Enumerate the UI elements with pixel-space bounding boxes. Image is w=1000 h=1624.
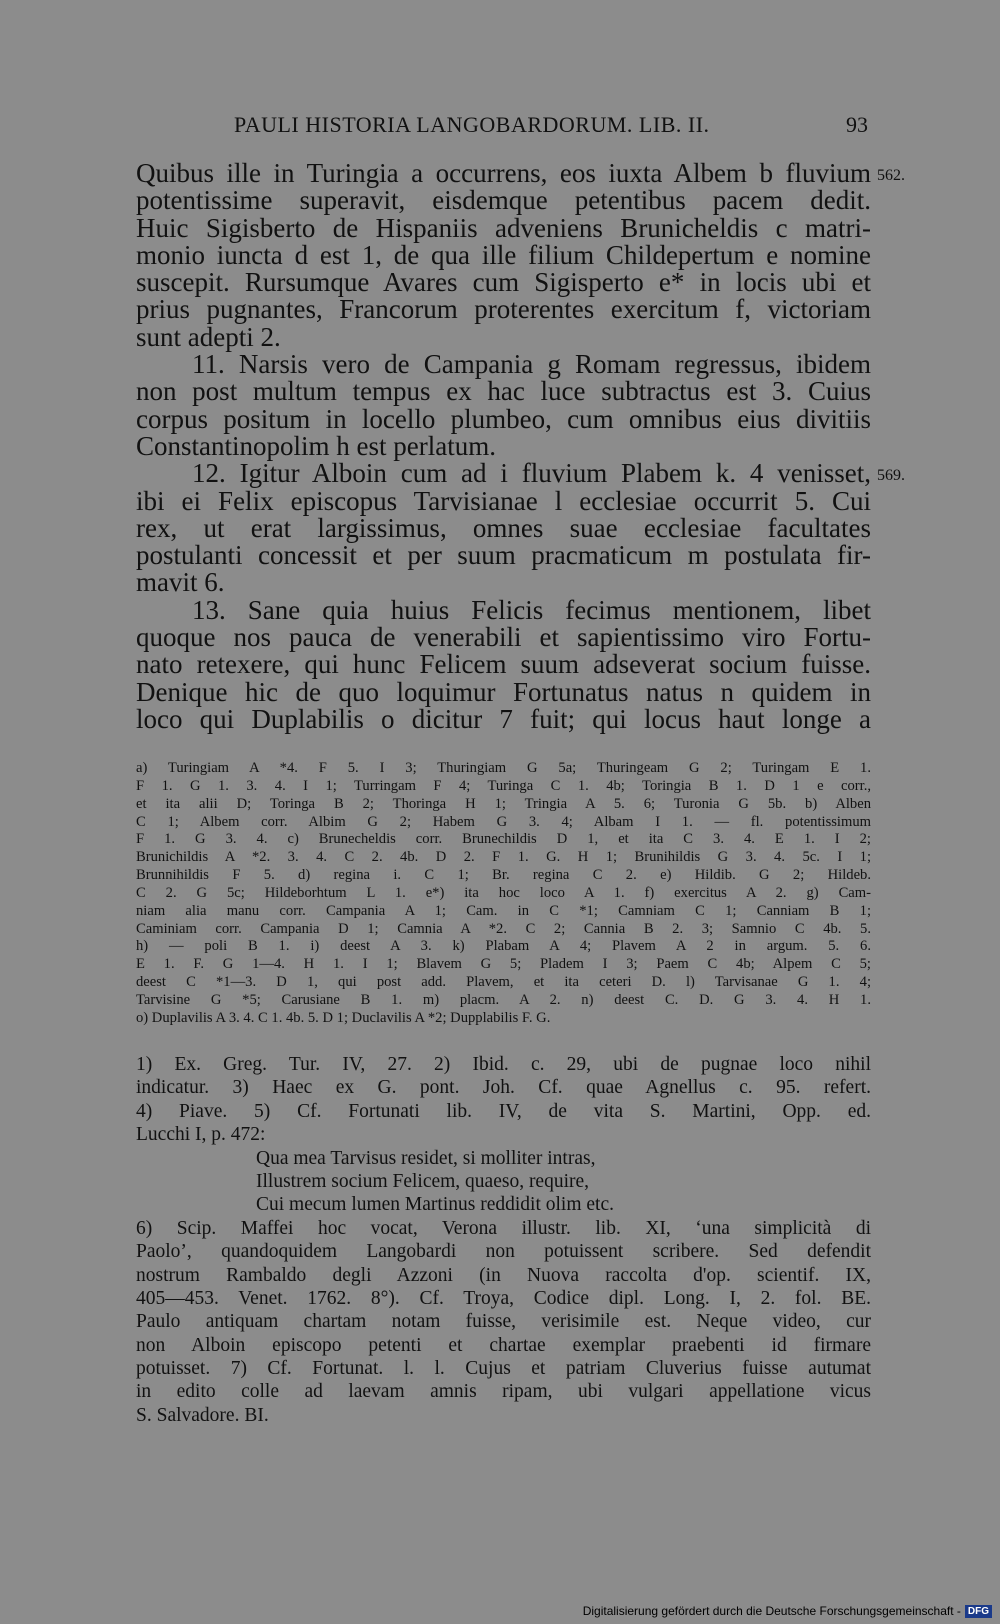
note-line: indicatur. 3) Haec ex G. pont. Joh. Cf. quae Agnellus c. 95. refert. xyxy=(136,1077,871,1099)
dfg-logo: DFG xyxy=(965,1605,992,1618)
note-line: in edito colle ad laevam amnis ripam, ubi vulgari appellatione vicus xyxy=(136,1381,871,1403)
apparatus-line: deest C *1—3. D 1, qui post add. Plavem, et ita ceteri D. l) Tarvisanae G 1. 4; xyxy=(136,974,871,991)
apparatus-line: E 1. F. G 1—4. H 1. I 1; Blavem G 5; Pladem I 3; Paem C 4b; Alpem C 5; xyxy=(136,956,871,973)
apparatus-line: Tarvisine G *5; Carusiane B 1. m) placm. A 2. n) deest C. D. G 3. 4. H 1. xyxy=(136,991,871,1008)
text-line: non post multum tempus ex hac luce subtractus est 3. Cuius xyxy=(136,376,871,407)
text-line: Constantinopolim h est perlatum. xyxy=(136,430,496,461)
apparatus-line: Caminiam corr. Campania D 1; Camnia A *2. C 2; Cannia B 2. 3; Samnio C 4b. 5. xyxy=(136,920,871,937)
margin-year: 562. xyxy=(877,167,905,184)
note-line: nostrum Rambaldo degli Azzoni (in Nuova raccolta d'op. scientif. IX, xyxy=(136,1264,871,1286)
text-line: monio iuncta d est 1, de qua ille filium Childepertum e nomine xyxy=(136,239,871,270)
apparatus-line: F 1. G 1. 3. 4. I 1; Turringam F 4; Turinga C 1. 4b; Toringia B 1. D 1 e corr., xyxy=(136,777,871,794)
text-line: mavit 6. xyxy=(136,567,225,598)
text-line: 12. Igitur Alboin cum ad i fluvium Plabem k. 4 venisset, xyxy=(192,458,871,489)
apparatus-line: F 1. G 3. 4. c) Brunecheldis corr. Brunechildis D 1, et ita C 3. 4. E 1. I 2; xyxy=(136,831,871,848)
apparatus-line: et ita alii D; Toringa B 2; Thoringa H 1; Tringia A 5. 6; Turonia G 5b. b) Alben xyxy=(136,795,871,812)
text-line: prius pugnantes, Francorum proterentes exercitum f, victoriam xyxy=(136,294,871,325)
credit-text: Digitalisierung gefördert durch die Deutsche Forschungsgemeinschaft - xyxy=(582,1604,961,1618)
apparatus-line: niam alia manu corr. Campania A 1; Cam. in C *1; Camniam C 1; Canniam B 1; xyxy=(136,902,871,919)
verse-line: Illustrem socium Felicem, quaeso, require, xyxy=(256,1170,590,1192)
critical-apparatus xyxy=(136,760,871,1028)
note-line: S. Salvadore. BI. xyxy=(136,1404,269,1426)
text-line: ibi ei Felix episcopus Tarvisianae l ecclesiae occurrit 5. Cui xyxy=(136,485,871,516)
page-number: 93 xyxy=(846,112,868,137)
note-line: Paulo antiquam chartam notam fuisse, verisimile est. Neque video, cur xyxy=(136,1311,871,1333)
note-line: 6) Scip. Maffei hoc vocat, Verona illustr. lib. XI, ‘una simplicità di xyxy=(136,1217,871,1239)
text-line: Huic Sigisberto de Hispaniis adveniens Brunicheldis c matri- xyxy=(136,212,871,243)
apparatus-line: C 1; Albem corr. Albim G 2; Habem G 3. 4; Albam I 1. — fl. potentissimum xyxy=(136,813,871,830)
note-line: 4) Piave. 5) Cf. Fortunati lib. IV, de vita S. Martini, Opp. ed. xyxy=(136,1100,871,1122)
margin-year: 569. xyxy=(877,467,905,484)
running-title: PAULI HISTORIA LANGOBARDORUM. LIB. II. xyxy=(234,112,710,137)
note-line: Lucchi I, p. 472: xyxy=(136,1124,266,1146)
verse-line: Qua mea Tarvisus residet, si molliter intras, xyxy=(256,1147,596,1169)
apparatus-line: Brunichildis A *2. 3. 4. C 2. 4b. D 2. F 1. G. H 1; Brunihildis G 3. 4. 5c. I 1; xyxy=(136,849,871,866)
text-line: Quibus ille in Turingia a occurrens, eos iuxta Albem b fluvium xyxy=(136,158,871,188)
note-line: Paolo’, quandoquidem Langobardi non potuissent scribere. Sed defendit xyxy=(136,1241,871,1263)
text-line: rex, ut erat largissimus, omnes suae ecclesiae facultates xyxy=(136,512,871,543)
text-line: 11. Narsis vero de Campania g Romam regressus, ibidem xyxy=(192,349,871,380)
main-text xyxy=(136,160,871,733)
verse-line: Cui mecum lumen Martinus reddidit olim etc. xyxy=(256,1194,614,1216)
apparatus-line: h) — poli B 1. i) deest A 3. k) Plabam A 4; Plavem A 2 in argum. 5. 6. xyxy=(136,938,871,955)
note-line: potuisset. 7) Cf. Fortunat. l. l. Cujus et patriam Cluverius fuisse autumat xyxy=(136,1358,871,1380)
apparatus-line: o) Duplavilis A 3. 4. C 1. 4b. 5. D 1; Duclavilis A *2; Dupplabilis F. G. xyxy=(136,1009,551,1026)
text-line: sunt adepti 2. xyxy=(136,321,281,352)
apparatus-line: a) Turingiam A *4. F 5. I 3; Thuringiam G 5a; Thuringeam G 2; Turingam E 1. xyxy=(136,760,871,776)
note-line: 1) Ex. Greg. Tur. IV, 27. 2) Ibid. c. 29, ubi de pugnae loco nihil xyxy=(136,1054,871,1075)
apparatus-line: C 2. G 5c; Hildeborhtum L 1. e*) ita hoc loco A 1. f) exercitus A 2. g) Cam- xyxy=(136,884,871,901)
text-line: potentissime superavit, eisdemque petentibus pacem dedit. xyxy=(136,185,871,216)
footnotes xyxy=(136,1053,871,1427)
digitization-credit xyxy=(583,1604,992,1618)
text-line: suscepit. Rursumque Avares cum Sigisperto e* in locis ubi et xyxy=(136,267,871,298)
text-line: Denique hic de quo loquimur Fortunatus natus n quidem in xyxy=(136,676,871,707)
text-line: quoque nos pauca de venerabili et sapientissimo viro Fortu- xyxy=(136,622,871,653)
apparatus-line: Brunnihildis F 5. d) regina i. C 1; Br. regina C 2. e) Hildib. G 2; Hildeb. xyxy=(136,867,871,884)
note-line: 405—453. Venet. 1762. 8°). Cf. Troya, Codice dipl. Long. I, 2. fol. BE. xyxy=(136,1287,871,1309)
text-line: 13. Sane quia huius Felicis fecimus mentionem, libet xyxy=(192,594,871,625)
text-line: postulanti concessit et per suum pracmaticum m postulata fir- xyxy=(136,540,871,571)
text-line: corpus positum in locello plumbeo, cum omnibus eius divitiis xyxy=(136,403,871,434)
text-line: loco qui Duplabilis o dicitur 7 fuit; qui locus haut longe a xyxy=(136,703,871,734)
text-line: nato retexere, qui hunc Felicem suum adseverat socium fuisse. xyxy=(136,649,871,680)
note-line: non Alboin episcopo petenti et chartae exemplar praebenti id firmare xyxy=(136,1334,871,1356)
